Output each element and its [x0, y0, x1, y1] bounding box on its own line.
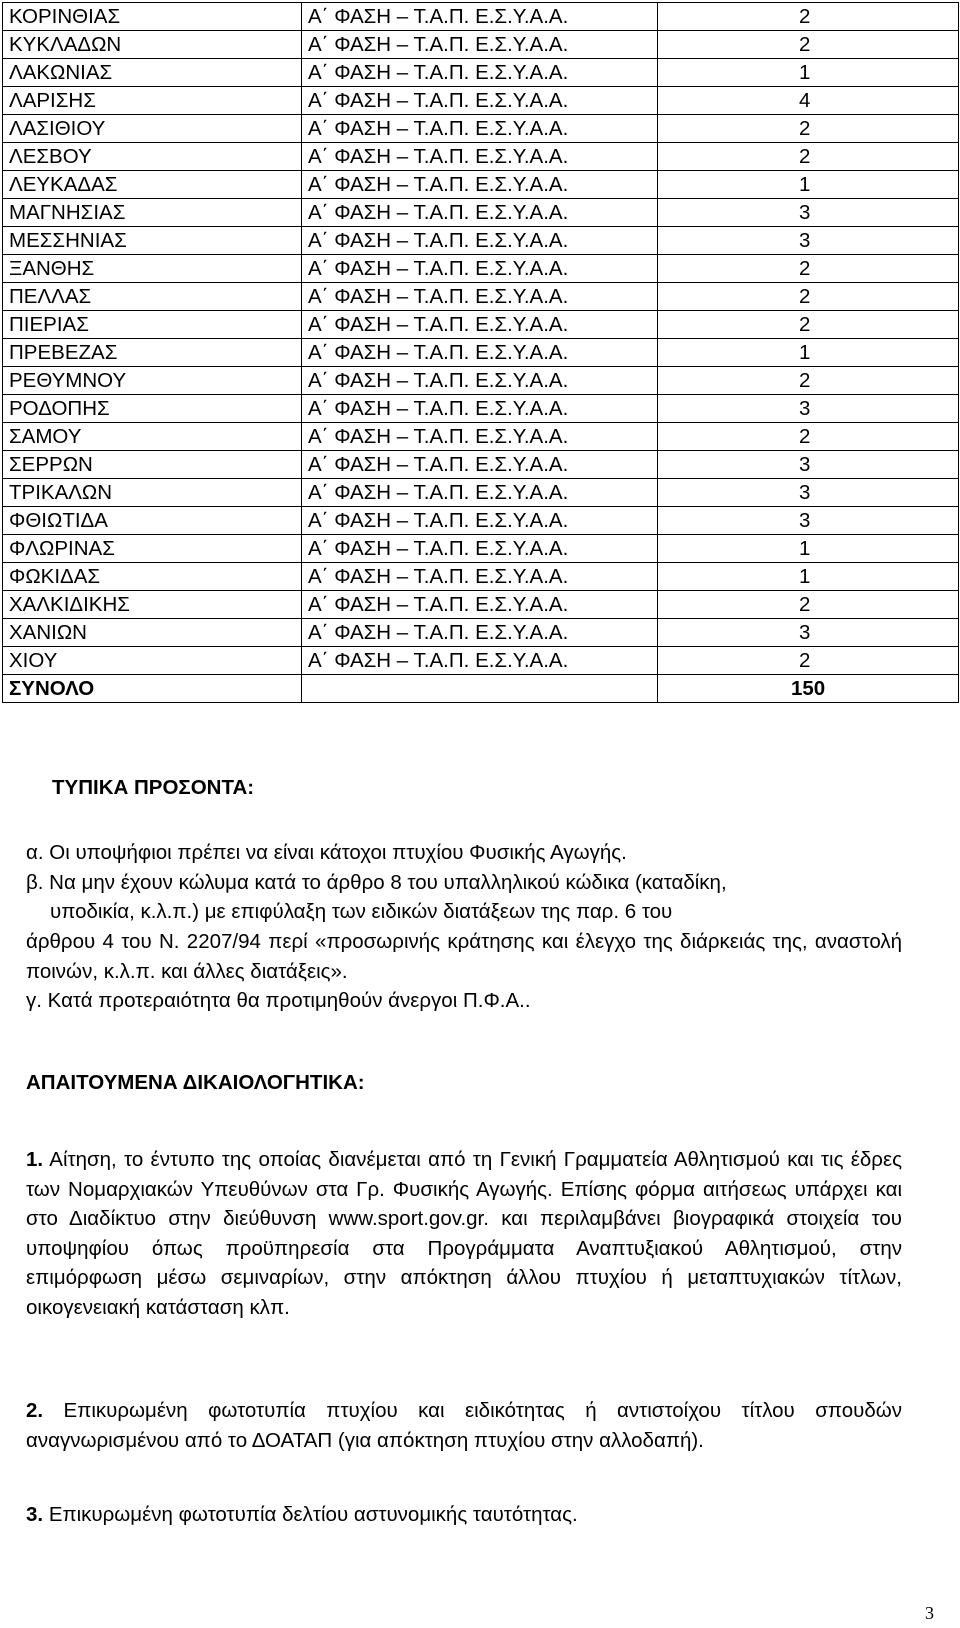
phase-cell: Α΄ ΦΑΣΗ – Τ.Α.Π. Ε.Σ.Υ.Α.Α. — [302, 171, 658, 199]
count-cell: 2 — [658, 31, 959, 59]
region-cell: ΛΑΡΙΣΗΣ — [3, 87, 302, 115]
region-cell: ΛΑΣΙΘΙΟΥ — [3, 115, 302, 143]
table-row — [3, 171, 959, 199]
phase-cell: Α΄ ΦΑΣΗ – Τ.Α.Π. Ε.Σ.Υ.Α.Α. — [302, 535, 658, 563]
phase-cell: Α΄ ΦΑΣΗ – Τ.Α.Π. Ε.Σ.Υ.Α.Α. — [302, 479, 658, 507]
phase-cell: Α΄ ΦΑΣΗ – Τ.Α.Π. Ε.Σ.Υ.Α.Α. — [302, 255, 658, 283]
table-row — [3, 255, 959, 283]
table-row — [3, 59, 959, 87]
document-item-2-number: 2. — [26, 1399, 44, 1422]
phase-cell: Α΄ ΦΑΣΗ – Τ.Α.Π. Ε.Σ.Υ.Α.Α. — [302, 423, 658, 451]
count-cell: 1 — [658, 171, 959, 199]
table-row — [3, 535, 959, 563]
table-row — [3, 591, 959, 619]
count-cell: 3 — [658, 507, 959, 535]
document-item-1-text: Αίτηση, το έντυπο της οποίας διανέμεται από τη Γενική Γραμματεία Αθλητισμού και τις έδρες των Νομαρχιακών Υπευθύνων στα Γρ. Φυσικής Αγωγής. Επίσης φόρμα αιτήσεως υπάρχει και στο Διαδίκτυο στην διεύθυνση www.sport.gov.gr. και περιλαμβάνει βιογραφικά στοιχεία του υποψηφίου όπως προϋπηρεσία στα Προγράμματα Αναπτυξιακού Αθλητισμού, στην επιμόρφωση μέσω σεμιναρίων, στην απόκτηση άλλου πτυχίου ή μεταπτυχιακών τίτλων, οικογενειακή κατάσταση κλπ. — [26, 1148, 902, 1319]
region-cell: ΠΡΕΒΕΖΑΣ — [3, 339, 302, 367]
qualification-b-rest: άρθρου 4 του Ν. 2207/94 περί «προσωρινής κράτησης και έλεγχο της διάρκειάς της, αναστολή ποινών, κ.λ.π. και άλλες διατάξεις». — [26, 930, 902, 983]
phase-cell: Α΄ ΦΑΣΗ – Τ.Α.Π. Ε.Σ.Υ.Α.Α. — [302, 143, 658, 171]
count-cell: 2 — [658, 143, 959, 171]
region-cell: ΧΑΝΙΩΝ — [3, 619, 302, 647]
region-cell: ΜΕΣΣΗΝΙΑΣ — [3, 227, 302, 255]
table-row — [3, 199, 959, 227]
table-row — [3, 339, 959, 367]
table-row — [3, 367, 959, 395]
page-number: 3 — [925, 1603, 934, 1623]
region-cell: ΠΙΕΡΙΑΣ — [3, 311, 302, 339]
total-value: 150 — [658, 675, 959, 703]
table-row — [3, 227, 959, 255]
table-row — [3, 423, 959, 451]
phase-cell: Α΄ ΦΑΣΗ – Τ.Α.Π. Ε.Σ.Υ.Α.Α. — [302, 395, 658, 423]
table-row — [3, 143, 959, 171]
document-item-2-text: Επικυρωμένη φωτοτυπία πτυχίου και ειδικότητας ή αντιστοίχου τίτλου σπουδών αναγνωρισμένου από το ΔΟΑΤΑΠ (για απόκτηση πτυχίου στην αλλοδαπή). — [26, 1399, 902, 1452]
phase-cell: Α΄ ΦΑΣΗ – Τ.Α.Π. Ε.Σ.Υ.Α.Α. — [302, 339, 658, 367]
allocation-table — [2, 2, 959, 703]
typical-qualifications-heading: ΤΥΠΙΚΑ ΠΡΟΣΟΝΤΑ: — [52, 776, 255, 799]
count-cell: 2 — [658, 423, 959, 451]
count-cell: 3 — [658, 395, 959, 423]
region-cell: ΛΕΥΚΑΔΑΣ — [3, 171, 302, 199]
region-cell: ΠΕΛΛΑΣ — [3, 283, 302, 311]
region-cell: ΡΕΘΥΜΝΟΥ — [3, 367, 302, 395]
count-cell: 3 — [658, 479, 959, 507]
region-cell: ΦΘΙΩΤΙΔΑ — [3, 507, 302, 535]
count-cell: 2 — [658, 311, 959, 339]
region-cell: ΤΡΙΚΑΛΩΝ — [3, 479, 302, 507]
table-row — [3, 311, 959, 339]
count-cell: 3 — [658, 199, 959, 227]
region-cell: ΚΟΡΙΝΘΙΑΣ — [3, 3, 302, 31]
phase-cell: Α΄ ΦΑΣΗ – Τ.Α.Π. Ε.Σ.Υ.Α.Α. — [302, 283, 658, 311]
count-cell: 2 — [658, 647, 959, 675]
phase-cell: Α΄ ΦΑΣΗ – Τ.Α.Π. Ε.Σ.Υ.Α.Α. — [302, 31, 658, 59]
phase-cell: Α΄ ΦΑΣΗ – Τ.Α.Π. Ε.Σ.Υ.Α.Α. — [302, 115, 658, 143]
table-row — [3, 647, 959, 675]
region-cell: ΚΥΚΛΑΔΩΝ — [3, 31, 302, 59]
count-cell: 3 — [658, 451, 959, 479]
count-cell: 1 — [658, 339, 959, 367]
document-item-1 — [26, 1145, 902, 1323]
count-cell: 4 — [658, 87, 959, 115]
qualification-b-line1: β. Να μην έχουν κώλυμα κατά το άρθρο 8 του υπαλληλικού κώδικα (καταδίκη, — [26, 871, 727, 894]
region-cell: ΞΑΝΘΗΣ — [3, 255, 302, 283]
document-item-2 — [26, 1396, 902, 1455]
table-row — [3, 563, 959, 591]
phase-cell: Α΄ ΦΑΣΗ – Τ.Α.Π. Ε.Σ.Υ.Α.Α. — [302, 507, 658, 535]
total-empty-cell — [302, 675, 658, 703]
count-cell: 3 — [658, 227, 959, 255]
count-cell: 2 — [658, 591, 959, 619]
region-cell: ΡΟΔΟΠΗΣ — [3, 395, 302, 423]
region-cell: ΛΕΣΒΟΥ — [3, 143, 302, 171]
region-cell: ΧΑΛΚΙΔΙΚΗΣ — [3, 591, 302, 619]
total-row — [3, 675, 959, 703]
phase-cell: Α΄ ΦΑΣΗ – Τ.Α.Π. Ε.Σ.Υ.Α.Α. — [302, 451, 658, 479]
qualification-c: γ. Κατά προτεραιότητα θα προτιμηθούν άνεργοι Π.Φ.Α.. — [26, 989, 531, 1012]
phase-cell: Α΄ ΦΑΣΗ – Τ.Α.Π. Ε.Σ.Υ.Α.Α. — [302, 367, 658, 395]
required-documents-heading: ΑΠΑΙΤΟΥΜΕΝΑ ΔΙΚΑΙΟΛΟΓΗΤΙΚΑ: — [26, 1071, 365, 1094]
table-row — [3, 479, 959, 507]
region-cell: ΜΑΓΝΗΣΙΑΣ — [3, 199, 302, 227]
phase-cell: Α΄ ΦΑΣΗ – Τ.Α.Π. Ε.Σ.Υ.Α.Α. — [302, 311, 658, 339]
region-cell: ΛΑΚΩΝΙΑΣ — [3, 59, 302, 87]
document-item-1-number: 1. — [26, 1148, 44, 1171]
count-cell: 3 — [658, 619, 959, 647]
count-cell: 2 — [658, 115, 959, 143]
phase-cell: Α΄ ΦΑΣΗ – Τ.Α.Π. Ε.Σ.Υ.Α.Α. — [302, 59, 658, 87]
phase-cell: Α΄ ΦΑΣΗ – Τ.Α.Π. Ε.Σ.Υ.Α.Α. — [302, 199, 658, 227]
phase-cell: Α΄ ΦΑΣΗ – Τ.Α.Π. Ε.Σ.Υ.Α.Α. — [302, 563, 658, 591]
table-row — [3, 451, 959, 479]
table-row — [3, 507, 959, 535]
region-cell: ΣΑΜΟΥ — [3, 423, 302, 451]
region-cell: ΦΛΩΡΙΝΑΣ — [3, 535, 302, 563]
table-row — [3, 115, 959, 143]
count-cell: 1 — [658, 563, 959, 591]
table-row — [3, 3, 959, 31]
region-cell: ΣΕΡΡΩΝ — [3, 451, 302, 479]
phase-cell: Α΄ ΦΑΣΗ – Τ.Α.Π. Ε.Σ.Υ.Α.Α. — [302, 619, 658, 647]
count-cell: 1 — [658, 535, 959, 563]
count-cell: 2 — [658, 367, 959, 395]
count-cell: 2 — [658, 283, 959, 311]
phase-cell: Α΄ ΦΑΣΗ – Τ.Α.Π. Ε.Σ.Υ.Α.Α. — [302, 3, 658, 31]
document-item-3-text: Επικυρωμένη φωτοτυπία δελτίου αστυνομικής ταυτότητας. — [48, 1503, 578, 1526]
count-cell: 2 — [658, 3, 959, 31]
table-row — [3, 619, 959, 647]
table-row — [3, 283, 959, 311]
document-item-3-number: 3. — [26, 1503, 44, 1526]
document-item-3 — [26, 1500, 902, 1530]
table-row — [3, 31, 959, 59]
table-row — [3, 395, 959, 423]
qualification-a: α. Οι υποψήφιοι πρέπει να είναι κάτοχοι πτυχίου Φυσικής Αγωγής. — [26, 841, 627, 864]
count-cell: 2 — [658, 255, 959, 283]
allocation-table-body — [3, 3, 959, 675]
region-cell: ΦΩΚΙΔΑΣ — [3, 563, 302, 591]
region-cell: ΧΙΟΥ — [3, 647, 302, 675]
phase-cell: Α΄ ΦΑΣΗ – Τ.Α.Π. Ε.Σ.Υ.Α.Α. — [302, 227, 658, 255]
count-cell: 1 — [658, 59, 959, 87]
phase-cell: Α΄ ΦΑΣΗ – Τ.Α.Π. Ε.Σ.Υ.Α.Α. — [302, 591, 658, 619]
qualification-b-line2: υποδικία, κ.λ.π.) με επιφύλαξη των ειδικών διατάξεων της παρ. 6 του — [50, 900, 673, 923]
phase-cell: Α΄ ΦΑΣΗ – Τ.Α.Π. Ε.Σ.Υ.Α.Α. — [302, 647, 658, 675]
total-label: ΣΥΝΟΛΟ — [3, 675, 302, 703]
table-row — [3, 87, 959, 115]
phase-cell: Α΄ ΦΑΣΗ – Τ.Α.Π. Ε.Σ.Υ.Α.Α. — [302, 87, 658, 115]
